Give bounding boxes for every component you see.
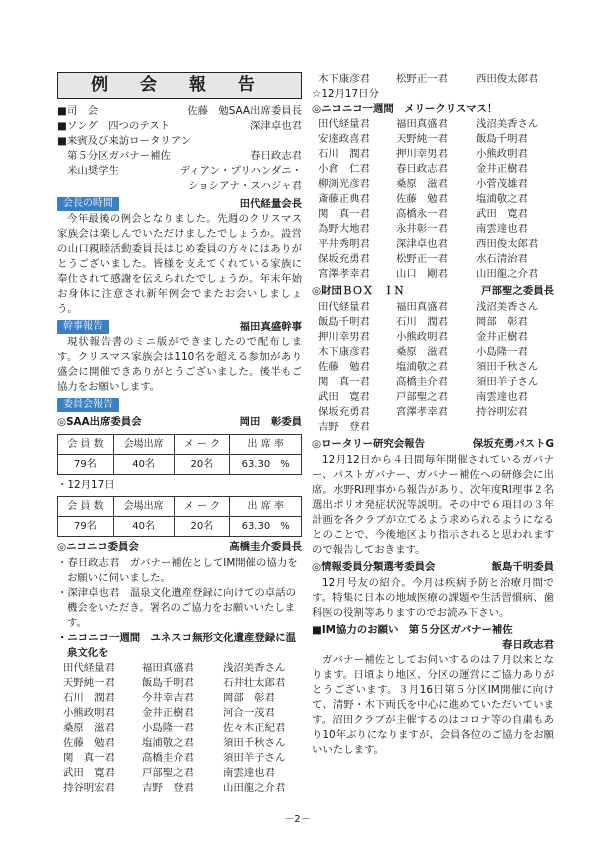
name-row [318,375,554,390]
secretary-header [57,319,302,335]
member-name: 岡部 彰君 [475,316,528,328]
program-row [57,104,302,119]
member-name: 福田真盛君 [396,118,448,130]
member-name: 石井壮太郎君 [223,677,286,689]
table-cell: 40名 [113,455,174,475]
member-name: 石川 潤君 [396,316,448,328]
program-row-label: ■ソング 四つのテスト [57,120,171,132]
member-name: 小島隆一君 [475,346,528,358]
name-row [318,192,554,207]
saa-title: ◎SAA出席委員会 [57,416,142,428]
info-text: 12月号友の紹介。今月は疾病予防と治療月間です。特集に日本の地域医療の課題や生活習慣病、歯科医の役割等ありますのでお読み下さい。 [312,577,554,619]
president-label: 会長の時間 [57,197,119,211]
table-cell: 20名 [174,455,230,475]
member-name: 押川幸男君 [318,331,370,343]
guest-row-value: ショシアナ・スハジャ君 [188,180,302,192]
member-name: 浅沼美香さん [475,301,539,313]
member-name: 塩浦敬之君 [142,737,194,749]
name-row [63,751,302,766]
member-name: 飯島千明君 [142,677,194,689]
guest-row-label [67,179,188,194]
member-name: 柳渕光彦君 [318,178,370,190]
table-cell: 79名 [58,517,114,537]
rl-name: 保坂充勇パストG [472,438,554,450]
member-name: 浅沼美香さん [475,118,539,130]
secretary-label: 幹事報告 [57,320,109,334]
member-name: 佐々木正紀君 [223,722,286,734]
im-text: ガバナー補佐としてお伺いするのは７月以来となります。日頃より地区、分区の運営にご協力ありがとうございます。３月16日第５分区IM開催に向けて、清野・木下両氏を中心に進めていただいています。沼田クラブが主催するのはコロナ等の自粛もあり10年ぶりになりますが、会員各位のご協力をお願いいたします。 [312,654,554,756]
program-row-label: ■司 会 [57,105,98,117]
secretary-name: 福田真盛幹事 [239,320,302,333]
guest-row [57,164,302,179]
name-row [318,132,554,147]
attendance-table-2 [57,496,302,537]
member-name: 持谷明宏君 [475,406,528,418]
member-name: 高橋圭介君 [142,752,194,764]
secretary-text: 現状報告書のミニ版ができましたので配布します。クリスマス家族会は110名を超える参加があり盛会に開催できありがとうございました。後半もご協力をお願いします。 [57,336,302,393]
right-column [312,72,554,760]
member-name: 福田真盛君 [396,301,448,313]
xmas-names [312,117,554,282]
box-title: ◎財団ＢＯＸ ＩＮ [312,285,405,297]
name-row [318,162,554,177]
table-cell: 40名 [113,517,174,537]
im-title: ■IM協力のお願い 第５分区ガバナー補佐 [312,624,513,636]
member-name: 小熊政明君 [63,707,115,719]
member-name: 宮澤孝幸君 [318,268,370,280]
member-name: 飯島千明君 [318,316,370,328]
nikoniko-header [57,540,302,556]
member-name: 南雲達也君 [475,223,528,235]
table-header: 会 員 数 [58,497,114,517]
box-name: 戸部聖之委員長 [481,285,554,297]
member-name: 宮澤孝幸君 [396,406,448,418]
name-row [318,117,554,132]
name-row [318,267,554,282]
president-name: 田代経量会長 [239,197,302,210]
member-name: 須田羊子さん [475,376,539,388]
name-row [63,721,302,736]
left-column [57,72,302,796]
member-name: 福田真盛君 [142,662,194,674]
member-name: 天野純一君 [396,133,448,145]
name-row [318,420,554,435]
member-name: 南雲達也君 [475,391,528,403]
program-row-label: ■来賓及び来訪ロータリアン [57,135,192,147]
program-row-value: 深津卓也君 [250,120,302,132]
name-row [318,300,554,315]
table-header: メ ー ク [174,435,230,455]
xmas-title: ◎ニコニコ一週間 メリークリスマス！ [312,103,498,115]
name-row [318,147,554,162]
member-name: 南雲達也君 [223,767,275,779]
member-name: 石川 潤君 [318,148,370,160]
member-name: 田代経量君 [63,662,115,674]
name-row [63,781,302,796]
week-date: ☆12月17日分 [312,88,379,100]
saa-name: 岡田 彰委員 [239,416,302,428]
member-name: 須田千秋さん [223,737,286,749]
member-name: 岡部 彰君 [223,692,275,704]
member-name: 吉野 登君 [318,421,370,433]
member-name: 田代経量君 [318,118,370,130]
name-row [318,345,554,360]
member-name: 金井正樹君 [142,707,194,719]
nikoniko-subtitle: ・ニコニコ一週間 ユネスコ無形文化遺産登録に温泉文化を [57,632,296,659]
attendance-table-1 [57,434,302,475]
member-name: 佐藤 勉君 [396,193,448,205]
member-name: 木下康彦君 [318,346,370,358]
member-name: 関 真一君 [63,752,115,764]
table-header: 出 席 率 [230,497,302,517]
member-name: 押川幸男君 [396,148,448,160]
page-title: 例 会 報 告 [57,72,302,99]
member-name: 佐藤 勉君 [63,737,115,749]
nikoniko-bullet: ・深津卓也君 温泉文化遺産登録に向けての卓話の機会をいただき。署名のご協力をお願いいたします。 [57,587,296,629]
table-cell: 63.30 % [230,517,302,537]
member-name: 武田 寛君 [318,391,370,403]
rl-header [312,437,554,453]
table-cell: 79名 [58,455,114,475]
member-name: 春日政志君 [396,163,448,175]
name-row [63,691,302,706]
name-row [312,72,554,87]
guest-row [57,149,302,164]
name-row [63,706,302,721]
member-name: 松野正一君 [396,253,448,265]
member-name: 木下康彦君 [318,73,370,85]
table-header: 会場出席 [113,497,174,517]
name-row [318,390,554,405]
name-row [318,315,554,330]
box-names [312,300,554,435]
name-row [318,252,554,267]
member-name [476,420,554,435]
member-name: 金井正樹君 [475,331,528,343]
member-name: 持谷明宏君 [63,782,115,794]
name-row [63,676,302,691]
president-header [57,196,302,212]
guest-row-label: 第５分区ガバナー補佐 [67,150,171,162]
member-name: 吉野 登君 [142,782,194,794]
member-name: 塩浦敬之君 [475,193,528,205]
page-number: －2－ [284,814,311,825]
name-row [63,661,302,676]
member-name: 塩浦敬之君 [396,361,448,373]
member-name: 深津卓也君 [396,238,448,250]
member-name: 須田千秋さん [475,361,539,373]
member-name: 小熊政明君 [475,148,528,160]
name-row [318,222,554,237]
nikoniko-title: ◎ニコニコ委員会 [57,541,139,553]
member-name: 水石清治君 [475,253,528,265]
member-name: 戸部聖之君 [396,391,448,403]
name-row [318,237,554,252]
member-name: 松野正一君 [396,73,448,85]
member-name: 河合一茂君 [223,707,275,719]
info-title: ◎情報委員分類選考委員会 [312,561,436,573]
member-name: 石川 潤君 [63,692,115,704]
table-header: 会場出席 [113,435,174,455]
member-name: 永井彰一君 [396,223,448,235]
member-name: 今井幸吉君 [142,692,194,704]
guest-row-label: 米山奨学生 [67,165,119,177]
committee-header [57,397,302,413]
guest-list [57,149,302,194]
member-name: 須田羊子さん [223,752,286,764]
member-name: 戸部聖之君 [142,767,194,779]
member-name: 浅沼美香さん [223,662,286,674]
name-row [63,736,302,751]
table-cell: 63.30 % [230,455,302,475]
member-name: 保坂充勇君 [318,406,370,418]
member-name: 西田俊太郎君 [475,238,539,250]
program-row [57,134,302,149]
name-row [63,766,302,781]
member-name: 安達政喜君 [318,133,370,145]
name-row [318,360,554,375]
saa-date: ・12月17日 [57,479,115,491]
rl-title: ◎ロータリー研究会報告 [312,438,425,450]
nikoniko-bullet: ・春日政志君 ガバナー補佐としてIM開催の協力をお願いに伺いました。 [57,557,298,584]
member-name: 小菅茂雄君 [475,178,528,190]
box-header [312,284,554,300]
member-name: 関 真一君 [318,376,370,388]
member-name: 山田龍之介君 [223,782,286,794]
member-name [396,420,476,435]
member-name: 桑原 滋君 [396,178,448,190]
table-cell: 20名 [174,517,230,537]
name-row [318,330,554,345]
member-name: 武田 寛君 [63,767,115,779]
member-name: 斎藤正典君 [318,193,370,205]
member-name: 小倉 仁君 [318,163,370,175]
member-name: 金井正樹君 [475,163,528,175]
member-name: 武田 寛君 [475,208,528,220]
program-row [57,119,302,134]
member-name: 為野大地君 [318,223,370,235]
guest-row-value: ディアン・プリハンダニ・ [179,165,302,177]
table-header: 会 員 数 [58,435,114,455]
name-row [318,207,554,222]
member-name: 天野純一君 [63,677,115,689]
member-name: 平井秀明君 [318,238,370,250]
member-name: 小島隆一君 [142,722,194,734]
member-name: 小熊政明君 [396,331,448,343]
guest-row [57,179,302,194]
program-row-value: 佐藤 勉SAA出席委員長 [187,105,302,117]
info-name: 飯島千明委員 [491,561,554,573]
committee-label: 委員会報告 [57,398,119,412]
member-name: 山田龍之介君 [475,268,539,280]
member-name: 桑原 滋君 [63,722,115,734]
guest-row-value: 春日政志君 [250,150,302,162]
nikoniko-names [57,661,302,796]
member-name: 桑原 滋君 [396,346,448,358]
member-name: 保坂充勇君 [318,253,370,265]
name-row [318,177,554,192]
member-name: 田代経量君 [318,301,370,313]
member-name: 佐藤 勉君 [318,361,370,373]
member-name: 飯島千明君 [475,133,528,145]
name-row [318,405,554,420]
member-name: 西田俊太郎君 [475,73,539,85]
member-name: 山口 剛君 [396,268,448,280]
member-name: 関 真一君 [318,208,370,220]
president-text: 今年最後の例会となりました。先週のクリスマス家族会は楽しんでいただけましたでしょうか。設営の山口親睦活動委員長はじめ委員の方々にはありがとうございました。皆様を支えてくれている家族に奉仕されて感謝を伝えられたでしょうか。年末年始お身体に注意され新年例会でまたお会いしましょう。 [57,213,302,315]
member-name: 高橋永一君 [396,208,448,220]
member-name: 高橋圭介君 [396,376,448,388]
saa-header [57,415,302,431]
im-name: 春日政志君 [502,639,554,651]
program-list [57,104,302,149]
info-header [312,560,554,576]
nikoniko-name: 高橋圭介委員長 [229,541,302,553]
table-header: 出 席 率 [230,435,302,455]
rl-text: 12月12日から４日間毎年開催されているガバナー、パストガバナー、ガバナー補佐への研修会に出席。水野RI理事から報告があり、次年度RI理事２名選出ポリオ発症状況等説明。その中で６項目の３年計画を各クラブが立てるよう求められるようになるとのことで、今後地区より指示されると思われますので報告しておきます。 [312,454,554,556]
table-header: メ ー ク [174,497,230,517]
